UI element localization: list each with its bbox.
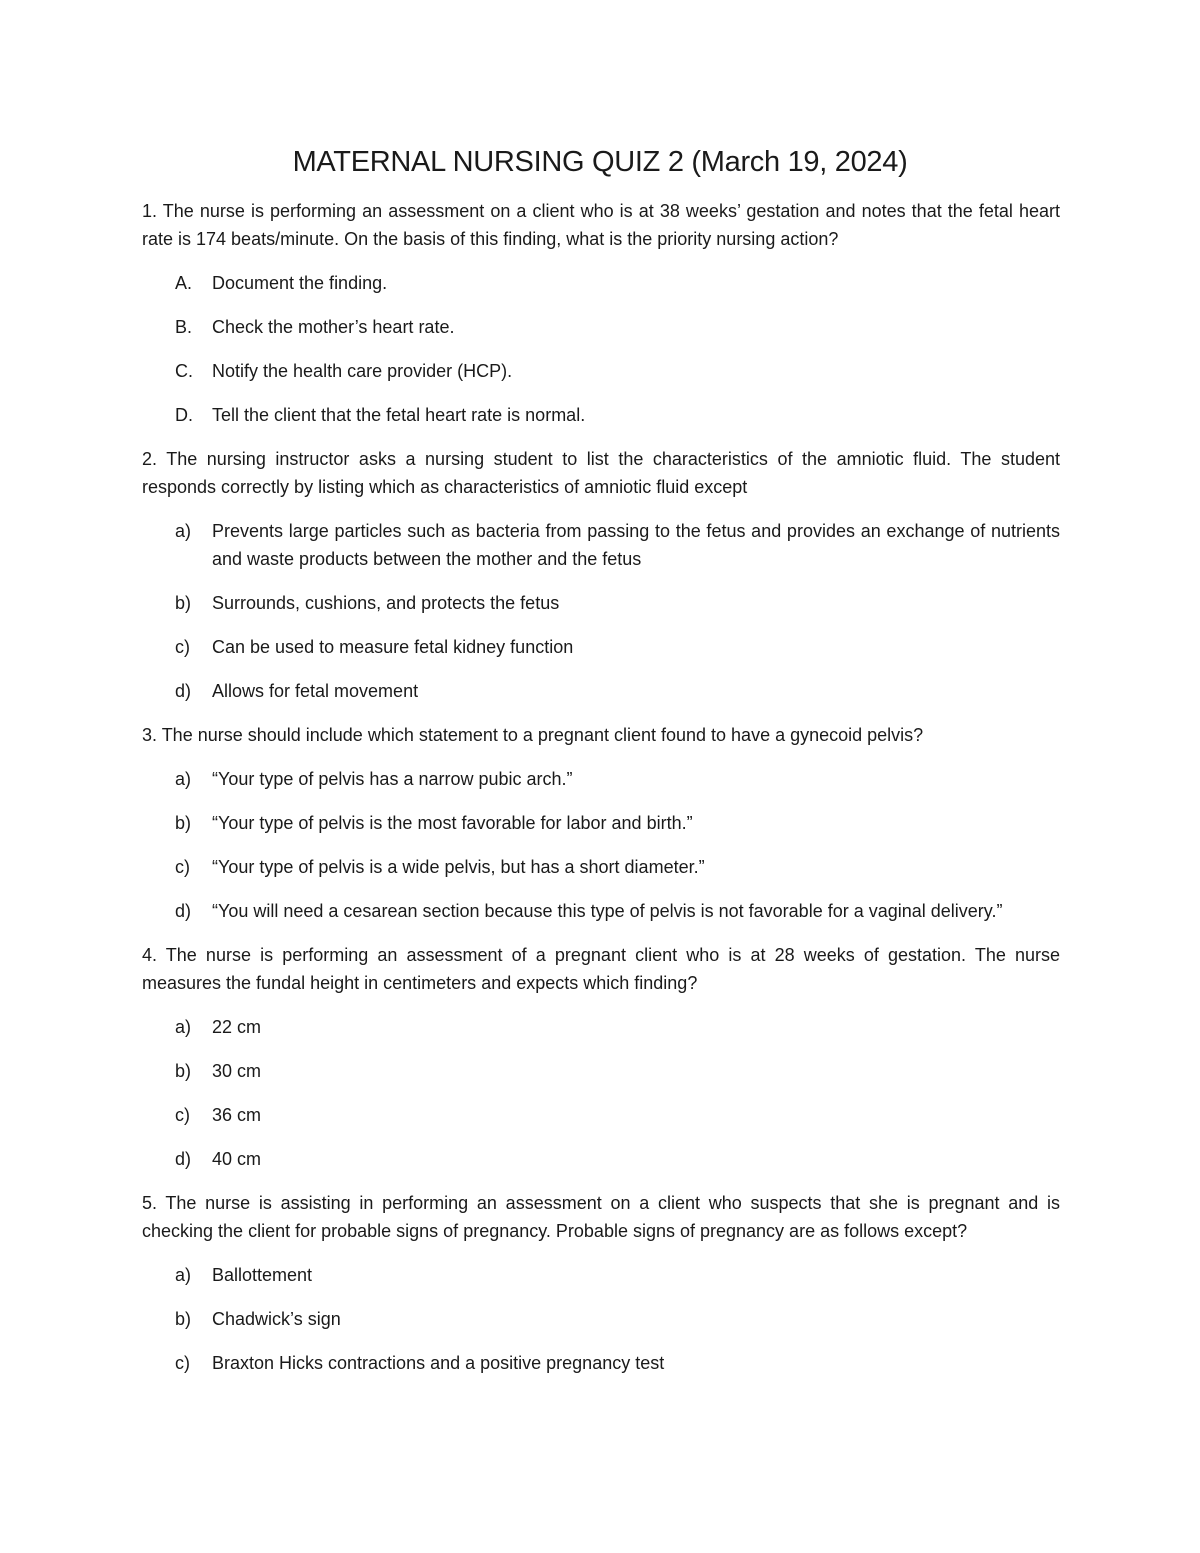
answer-option — [142, 633, 1060, 661]
option-marker: c) — [175, 1353, 190, 1373]
option-marker: a) — [175, 1017, 192, 1037]
question-stem: 4. The nurse is performing an assessment of a pregnant client who is at 28 weeks of gestation. The nurse measures the fundal height in centimeters and expects which finding? — [142, 945, 1060, 993]
quiz-content — [142, 197, 1060, 1393]
option-text: “Your type of pelvis has a narrow pubic arch.” — [212, 769, 573, 789]
option-marker: a) — [175, 521, 192, 541]
option-list — [142, 765, 1060, 925]
option-text: Chadwick’s sign — [212, 1309, 341, 1329]
option-marker: A. — [175, 273, 193, 293]
answer-option — [142, 1145, 1060, 1173]
option-text: Braxton Hicks contractions and a positive pregnancy test — [212, 1353, 665, 1373]
question-block-3 — [142, 721, 1060, 925]
question-stem: 5. The nurse is assisting in performing an assessment on a client who suspects that she is pregnant and is checking the client for probable signs of pregnancy. Probable signs of pregnancy are as follows except? — [142, 1193, 1060, 1241]
option-text: 40 cm — [212, 1149, 262, 1169]
answer-option — [142, 269, 1060, 297]
option-marker: d) — [175, 681, 192, 701]
option-text: Can be used to measure fetal kidney function — [212, 637, 574, 657]
question-block-1 — [142, 197, 1060, 429]
question-block-4 — [142, 941, 1060, 1173]
option-text: Document the finding. — [212, 273, 388, 293]
option-text: Tell the client that the fetal heart rate is normal. — [212, 405, 586, 425]
option-marker: c) — [175, 1105, 190, 1125]
answer-option — [142, 897, 1060, 925]
option-text: 30 cm — [212, 1061, 262, 1081]
page-title: MATERNAL NURSING QUIZ 2 (March 19, 2024) — [292, 146, 908, 178]
option-marker: c) — [175, 857, 190, 877]
answer-option — [142, 1305, 1060, 1333]
question-stem: 3. The nurse should include which statement to a pregnant client found to have a gynecoid pelvis? — [142, 725, 924, 745]
answer-option — [142, 765, 1060, 793]
option-marker: b) — [175, 1309, 192, 1329]
answer-option — [142, 1101, 1060, 1129]
option-text: 22 cm — [212, 1017, 262, 1037]
answer-option — [142, 313, 1060, 341]
option-text: Prevents large particles such as bacteria from passing to the fetus and provides an exchange of nutrients and waste products between the mother and the fetus — [212, 521, 1060, 569]
answer-option — [142, 401, 1060, 429]
answer-option — [142, 357, 1060, 385]
option-marker: d) — [175, 1149, 192, 1169]
question-stem: 1. The nurse is performing an assessment on a client who is at 38 weeks’ gestation and notes that the fetal heart rate is 174 beats/minute. On the basis of this finding, what is the priority nursing action? — [142, 201, 1060, 249]
option-text: Surrounds, cushions, and protects the fetus — [212, 593, 560, 613]
option-list — [142, 1261, 1060, 1377]
option-list — [142, 1013, 1060, 1173]
option-marker: b) — [175, 813, 192, 833]
answer-option — [142, 589, 1060, 617]
question-block-2 — [142, 445, 1060, 705]
option-text: Ballottement — [212, 1265, 313, 1285]
option-marker: d) — [175, 901, 192, 921]
answer-option — [142, 677, 1060, 705]
answer-option — [142, 517, 1060, 573]
option-marker: a) — [175, 769, 192, 789]
option-text: 36 cm — [212, 1105, 262, 1125]
answer-option — [142, 1057, 1060, 1085]
option-text: Check the mother’s heart rate. — [212, 317, 455, 337]
answer-option — [142, 1013, 1060, 1041]
option-marker: C. — [175, 361, 193, 381]
answer-option — [142, 809, 1060, 837]
option-marker: b) — [175, 1061, 192, 1081]
option-marker: a) — [175, 1265, 192, 1285]
option-list — [142, 269, 1060, 429]
option-text: Notify the health care provider (HCP). — [212, 361, 513, 381]
option-marker: D. — [175, 405, 193, 425]
answer-option — [142, 1349, 1060, 1377]
option-text: Allows for fetal movement — [212, 681, 419, 701]
option-marker: c) — [175, 637, 190, 657]
answer-option — [142, 853, 1060, 881]
option-marker: b) — [175, 593, 192, 613]
question-block-5 — [142, 1189, 1060, 1377]
answer-option — [142, 1261, 1060, 1289]
option-text: “You will need a cesarean section because this type of pelvis is not favorable for a vaginal delivery.” — [212, 901, 1003, 921]
option-text: “Your type of pelvis is the most favorable for labor and birth.” — [212, 813, 693, 833]
option-list — [142, 517, 1060, 705]
option-marker: B. — [175, 317, 193, 337]
option-text: “Your type of pelvis is a wide pelvis, but has a short diameter.” — [212, 857, 705, 877]
question-stem: 2. The nursing instructor asks a nursing student to list the characteristics of the amniotic fluid. The student responds correctly by listing which as characteristics of amniotic fluid except — [142, 449, 1060, 497]
